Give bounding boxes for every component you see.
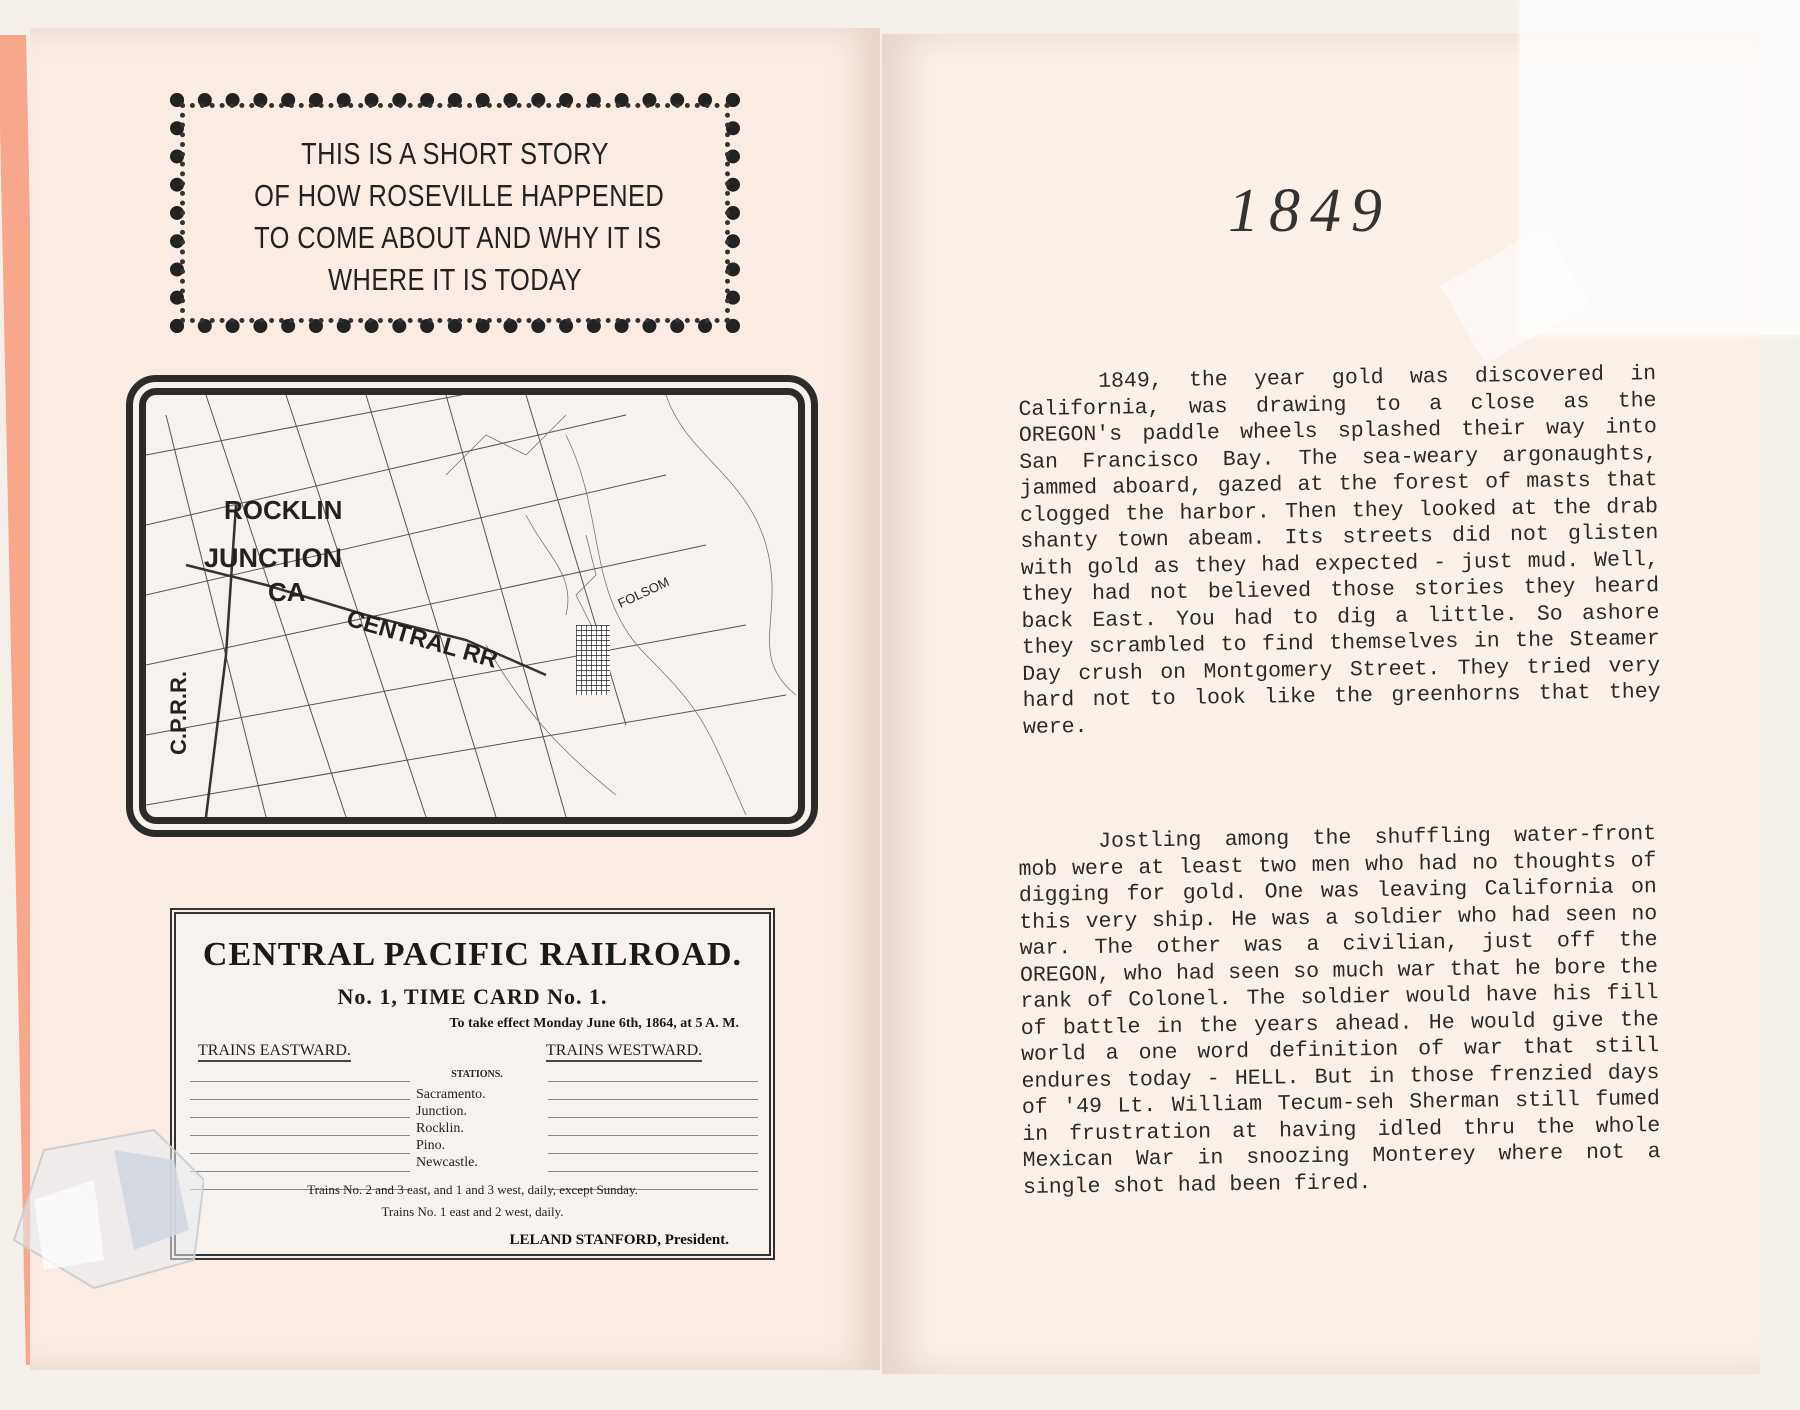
map-label-junction: JUNCTION bbox=[204, 543, 343, 573]
station: Junction. bbox=[416, 1104, 467, 1119]
time-card-effective: To take effect Monday June 6th, 1864, at 5 A. M. bbox=[449, 1016, 739, 1031]
paragraph-2 bbox=[1018, 821, 1661, 1201]
paragraph-text: Jostling among the shuffling water-front mob were at least two men who had no thoughts of digging for gold. One was leaving California on this very ship. He was a soldier who had seen no war. The other was a civilian, just off the OREGON, who had seen so much war that he bore the rank of Colonel. The soldier would have his fill of battle in the years ahead. He would give the world a one word definition of war that still endures today - HELL. But in those frenzied days of '49 Lt. William Tecum-seh Sherman still fumed in frustration at having idled thru the whole Mexican War in snoozing Monterey where not a single shot had been fired. bbox=[1018, 822, 1661, 1200]
glass-weight bbox=[4, 1120, 204, 1290]
title-line: THIS IS A SHORT STORY bbox=[301, 136, 609, 171]
map-label-folsom: FOLSOM bbox=[615, 574, 672, 611]
title-line: TO COME ABOUT AND WHY IT IS bbox=[254, 220, 662, 255]
title-box bbox=[170, 93, 740, 333]
time-card-signature: LELAND STANFORD, President. bbox=[509, 1232, 729, 1248]
station: Pino. bbox=[416, 1138, 446, 1153]
station: Sacramento. bbox=[416, 1087, 486, 1102]
westward-grid bbox=[548, 1064, 758, 1189]
title-line: OF HOW ROSEVILLE HAPPENED bbox=[254, 178, 665, 213]
title-text bbox=[254, 133, 665, 301]
trains-westward-header: TRAINS WESTWARD. bbox=[546, 1042, 702, 1062]
time-card-title: CENTRAL PACIFIC RAILROAD. bbox=[202, 936, 743, 973]
station: Newcastle. bbox=[416, 1155, 478, 1170]
stations-list bbox=[416, 1066, 538, 1171]
map-label-cprr: C.P.R.R. bbox=[166, 671, 191, 755]
paragraph-text: 1849, the year gold was discovered in California, was drawing to a close as the OREGON's paddle wheels splashed their way into San Francisco Bay. The sea-weary argonaughts, jammed aboard, gazed at the forest of masts that clogged the harbor. Then they looked at the drab shanty town abeam. Its streets did not glisten with gold as they had expected - just mud. Well, they had not believed those stories they heard back East. You had to dig a little. So ashore they scrambled to find themselves in the Steamer Day crush on Montgomery Street. They tried very hard not to look like the greenhorns that they were. bbox=[1018, 362, 1661, 740]
map-lines bbox=[146, 395, 798, 817]
time-card-subtitle: No. 1, TIME CARD No. 1. bbox=[337, 984, 608, 1009]
stations-header: STATIONS. bbox=[451, 1069, 503, 1080]
map-label-central-rr: CENTRAL RR bbox=[343, 605, 501, 674]
eastward-grid bbox=[190, 1064, 410, 1189]
year-heading: 1849 bbox=[1228, 177, 1392, 245]
map-label-rocklin: ROCKLIN bbox=[224, 495, 343, 525]
paragraph-1 bbox=[1018, 361, 1661, 741]
station: Rocklin. bbox=[416, 1121, 464, 1136]
time-card-note-1: Trains No. 2 and 3 east, and 1 and 3 west, daily, except Sunday. bbox=[307, 1182, 638, 1197]
time-card bbox=[170, 908, 775, 1260]
title-line: WHERE IT IS TODAY bbox=[328, 262, 582, 297]
railroad-map bbox=[126, 375, 818, 837]
trains-eastward-header: TRAINS EASTWARD. bbox=[198, 1042, 351, 1062]
time-card-note-2: Trains No. 1 east and 2 west, daily. bbox=[381, 1204, 564, 1219]
map-label-ca: CA bbox=[268, 577, 306, 607]
